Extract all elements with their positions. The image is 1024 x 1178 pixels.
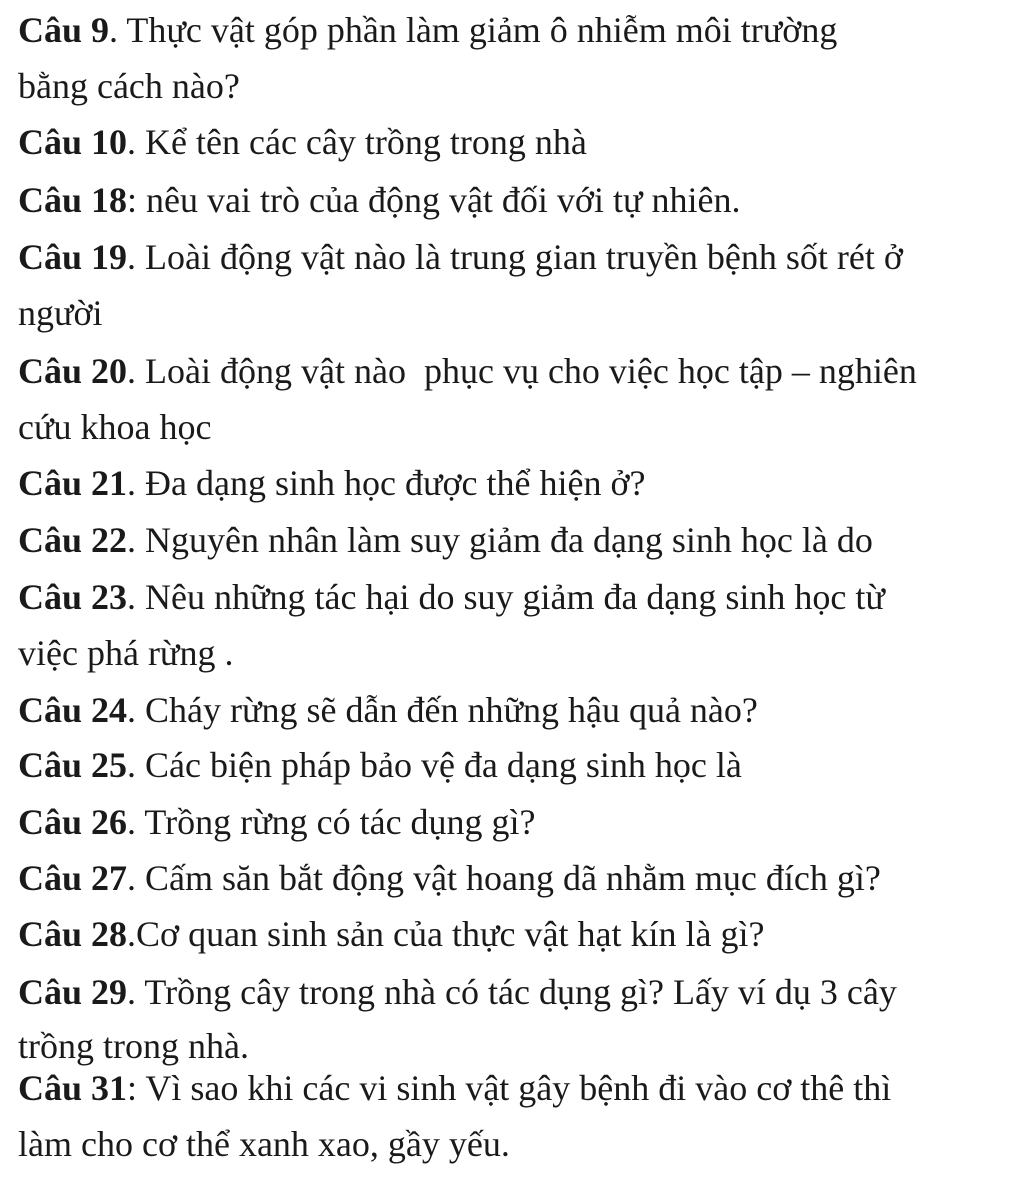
- question-line: [18, 1068, 891, 1108]
- question-line: [18, 972, 897, 1012]
- question-line: [18, 914, 764, 954]
- question-text: Thực vật góp phần làm giảm ô nhiễm môi trường: [126, 10, 838, 50]
- question-text: Cháy rừng sẽ dẫn đến những hậu quả nào?: [145, 690, 758, 730]
- question-line: [18, 463, 645, 503]
- question-separator: .: [127, 122, 146, 162]
- question-line: [18, 520, 873, 560]
- question-label: Câu 25: [18, 745, 128, 785]
- question-text: việc phá rừng .: [18, 633, 234, 673]
- question-label: Câu 19: [18, 237, 128, 277]
- question-text: Đa dạng sinh học được thể hiện ở?: [145, 463, 646, 503]
- question-text: Kể tên các cây trồng trong nhà: [145, 122, 587, 162]
- question-separator: .: [127, 972, 145, 1012]
- question-separator: .: [127, 745, 146, 785]
- question-separator: .: [109, 10, 127, 50]
- question-text: Nêu những tác hại do suy giảm đa dạng sinh học từ: [145, 577, 885, 617]
- question-label: Câu 28: [18, 914, 128, 954]
- question-line: [18, 745, 742, 785]
- question-text: trồng trong nhà.: [18, 1026, 249, 1066]
- question-line: [18, 10, 837, 50]
- question-line: [18, 237, 903, 277]
- question-separator: .: [127, 463, 146, 503]
- question-separator: .: [127, 577, 146, 617]
- question-separator: .: [127, 690, 146, 730]
- question-line: [18, 293, 103, 333]
- question-label: Câu 24: [18, 690, 128, 730]
- question-separator: :: [127, 1068, 146, 1108]
- question-text: Trồng rừng có tác dụng gì?: [144, 802, 536, 842]
- question-separator: .: [127, 914, 137, 954]
- question-label: Câu 18: [18, 180, 128, 220]
- question-separator: .: [127, 520, 146, 560]
- question-label: Câu 21: [18, 463, 128, 503]
- question-label: Câu 22: [18, 520, 128, 560]
- question-text: người: [18, 293, 103, 333]
- question-label: Câu 9: [18, 10, 110, 50]
- question-text: Nguyên nhân làm suy giảm đa dạng sinh học là do: [145, 520, 873, 560]
- question-label: Câu 10: [18, 122, 128, 162]
- question-text: Cấm săn bắt động vật hoang dã nhằm mục đích gì?: [145, 858, 881, 898]
- question-line: [18, 1124, 510, 1164]
- question-line: [18, 690, 758, 730]
- question-label: Câu 20: [18, 351, 128, 391]
- question-line: [18, 407, 211, 447]
- question-text: Các biện pháp bảo vệ đa dạng sinh học là: [145, 745, 742, 785]
- question-label: Câu 23: [18, 577, 128, 617]
- question-line: [18, 1026, 249, 1066]
- question-line: [18, 802, 536, 842]
- question-text: cứu khoa học: [18, 407, 212, 447]
- question-line: [18, 351, 917, 391]
- question-line: [18, 180, 740, 220]
- question-line: [18, 633, 233, 673]
- question-text: nêu vai trò của động vật đối với tự nhiên.: [146, 180, 741, 220]
- question-text: Cơ quan sinh sản của thực vật hạt kín là gì?: [136, 914, 765, 954]
- question-line: [18, 122, 587, 162]
- question-separator: .: [127, 237, 146, 277]
- question-label: Câu 26: [18, 802, 128, 842]
- question-label: Câu 27: [18, 858, 128, 898]
- question-text: Vì sao khi các vi sinh vật gây bệnh đi vào cơ thê thì: [145, 1068, 892, 1108]
- question-line: [18, 858, 881, 898]
- question-separator: .: [127, 858, 146, 898]
- question-text: làm cho cơ thể xanh xao, gầy yếu.: [18, 1124, 510, 1164]
- question-text: Loài động vật nào phục vụ cho việc học tập – nghiên: [145, 351, 917, 391]
- question-separator: .: [127, 351, 146, 391]
- question-label: Câu 29: [18, 972, 128, 1012]
- question-separator: .: [127, 802, 145, 842]
- question-line: [18, 577, 885, 617]
- question-separator: :: [127, 180, 147, 220]
- question-line: [18, 66, 240, 106]
- question-text: Loài động vật nào là trung gian truyền bệnh sốt rét ở: [145, 237, 903, 277]
- question-text: bằng cách nào?: [18, 66, 240, 106]
- question-label: Câu 31: [18, 1068, 128, 1108]
- question-text: Trồng cây trong nhà có tác dụng gì? Lấy ví dụ 3 cây: [144, 972, 897, 1012]
